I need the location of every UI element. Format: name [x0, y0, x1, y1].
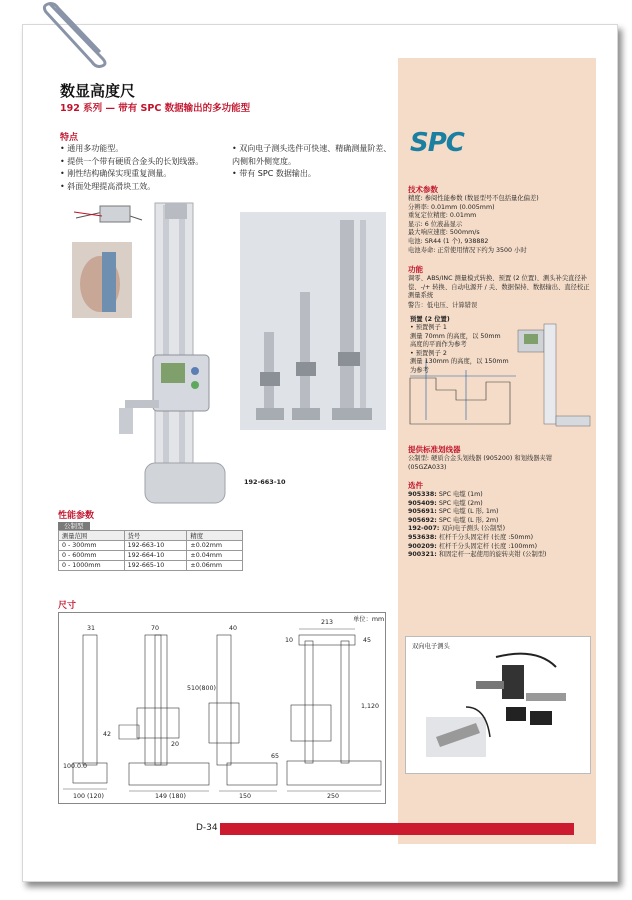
tech-key: 重复定位精度: — [408, 212, 448, 220]
table-cell: 192-663-10 — [124, 541, 187, 551]
alarm-text: 警告：低电压、计算错误 — [408, 302, 478, 309]
table-header: 精度 — [187, 531, 243, 541]
options-heading: 选件 — [408, 481, 423, 490]
option-code: 900209: — [408, 542, 437, 550]
option-desc: SPC 电缆 (2m) — [438, 499, 483, 507]
dim-label: 40 — [229, 625, 238, 632]
dim-label: 45 — [363, 637, 372, 644]
probe-caption: 双向电子测头 — [412, 643, 450, 650]
tech-key: 最大响应速度: — [408, 229, 448, 237]
dim-label: 20 — [171, 741, 180, 748]
tech-heading: 技术参数 — [408, 185, 438, 194]
dim-label: 70 — [151, 625, 160, 632]
preset-line: • 预置例子 1 — [410, 324, 447, 331]
preset-line: • 预置例子 2 — [410, 349, 447, 357]
tech-key: 电池寿命: — [408, 246, 436, 254]
option-code: 900321: — [408, 551, 437, 559]
table-cell: 0 - 1000mm — [59, 561, 125, 571]
option-desc: SPC 电缆 (L 形, 1m) — [438, 508, 499, 516]
preset-line: 为参考 — [410, 366, 429, 374]
page-title: 数显高度尺 — [60, 82, 136, 100]
spc-logo: SPC — [410, 128, 464, 158]
supply-key: 公制型: — [408, 455, 430, 462]
option-desc: 双向电子测头 (公制型) — [441, 525, 506, 533]
preset-diagram — [406, 320, 592, 432]
preset-line: 测量 70mm 的高度，以 50mm — [410, 332, 501, 340]
option-code: 905692: — [408, 516, 437, 524]
dim-label: 150 — [239, 793, 252, 800]
table-cell: 192-664-10 — [124, 551, 187, 561]
table-cell: ±0.02mm — [187, 541, 243, 551]
page-subtitle: 192 系列 — 带有 SPC 数据输出的多功能型 — [60, 103, 251, 114]
dim-label: 250 — [327, 793, 340, 800]
features-right — [232, 143, 392, 181]
footer-bar — [220, 823, 574, 835]
feature-item: • 提供一个带有硬质合金头的长划线器。 — [60, 156, 225, 169]
dimension-drawing — [58, 612, 386, 804]
feature-item: • 通用多功能型。 — [60, 143, 225, 156]
supply-text — [408, 455, 592, 472]
table-row — [59, 541, 243, 551]
tech-value: 正常使用情况下约为 3500 小时 — [437, 246, 527, 254]
feature-item: • 双向电子测头选件可快速、精确测量阶差、内侧和外侧宽度。 — [232, 143, 392, 168]
tech-key: 显示: — [408, 220, 423, 228]
supply-value: 硬质合金头划线器 (905200) 和划线器夹钳 (05GZA033) — [408, 455, 553, 471]
table-cell: ±0.04mm — [187, 551, 243, 561]
dim-label: 10 — [285, 637, 294, 644]
table-cell: 192-665-10 — [124, 561, 187, 571]
unit-label: 单位：mm — [353, 616, 385, 623]
feature-item: • 带有 SPC 数据输出。 — [232, 168, 392, 181]
gauge-series-photo — [240, 212, 386, 430]
height-gauge-photo — [115, 195, 235, 507]
dim-label: 1,120 — [361, 703, 380, 710]
preset-heading: 预置 (2 位置) — [410, 316, 450, 323]
performance-table — [58, 530, 243, 571]
dim-label: 100 (120) — [73, 793, 104, 800]
probe-photo-box — [405, 636, 591, 774]
tech-list — [408, 195, 592, 255]
technical-drawing — [59, 613, 385, 803]
table-header: 测量范围 — [59, 531, 125, 541]
func-heading: 功能 — [408, 265, 423, 274]
option-desc: 杠杆千分头固定杆 (长度 :50mm) — [438, 533, 534, 541]
features-heading: 特点 — [60, 133, 79, 143]
tech-key: 分辨率: — [408, 203, 430, 211]
table-row — [59, 561, 243, 571]
tech-value: 0.01mm (0.005mm) — [431, 203, 495, 211]
dim-label: 510(800) — [187, 685, 216, 692]
page-number: D-34 — [196, 823, 218, 833]
options-list — [408, 491, 594, 560]
supply-heading: 提供标准划线器 — [408, 445, 461, 454]
probe-photo — [406, 637, 590, 773]
table-cell: 0 - 300mm — [59, 541, 125, 551]
model-label: 192-663-10 — [244, 478, 286, 486]
option-code: 953638: — [408, 533, 437, 541]
option-code: 905691: — [408, 508, 437, 516]
preset-line: 测量 130mm 的高度，以 150mm — [410, 358, 509, 366]
dimensions-heading: 尺寸 — [58, 601, 77, 611]
option-desc: 和固定杆一起使用的旋转夹钳 (公制型) — [438, 551, 547, 559]
option-desc: SPC 电缆 (1m) — [438, 491, 483, 498]
dim-label: 213 — [321, 619, 334, 626]
paper-clip-icon — [38, 0, 118, 68]
feature-item: • 刚性结构确保实现重复测量。 — [60, 168, 225, 181]
option-desc: SPC 电缆 (L 形, 2m) — [438, 516, 499, 524]
dim-label: 65 — [271, 753, 280, 760]
tech-value: SR44 (1 个), 938882 — [424, 237, 489, 245]
tech-value: 0.01mm — [449, 212, 477, 220]
table-cell: ±0.06mm — [187, 561, 243, 571]
feature-item: • 斜面处理提高滑块工效。 — [60, 181, 225, 194]
metric-tag: 公制型 — [58, 522, 90, 531]
option-code: 905409: — [408, 499, 437, 507]
table-cell: 0 - 600mm — [59, 551, 125, 561]
tech-key: 电池: — [408, 237, 423, 245]
func-text: 调零、ABS/INC 测量模式转换、预置 (2 位置)、测头补尖直径补偿、-/+ 转换、自动电源开 / 关、数据保持、数据输出、直径校正测量系统 — [408, 275, 590, 300]
dim-label: 31 — [87, 625, 96, 632]
option-code: 905338: — [408, 491, 437, 498]
option-code: 192-007: — [408, 525, 440, 533]
performance-heading: 性能参数 — [58, 511, 95, 521]
preset-line: 高度的平面作为参考 — [410, 341, 467, 349]
dim-label: 42 — [103, 731, 112, 738]
table-header: 货号 — [124, 531, 187, 541]
dim-label: 100.0.0 — [63, 763, 88, 770]
table-row — [59, 551, 243, 561]
tech-value: 500mm/s — [449, 229, 480, 237]
tech-key: 精度: — [408, 195, 423, 202]
option-desc: 杠杆千分头固定杆 (长度 :100mm) — [438, 542, 538, 550]
tech-value: 6 位液晶显示 — [424, 220, 463, 228]
dim-label: 149 (180) — [155, 793, 186, 800]
tech-value: 参阅性能参数 (数显型号不包括量化偏差) — [424, 195, 539, 202]
features-left — [60, 143, 225, 193]
